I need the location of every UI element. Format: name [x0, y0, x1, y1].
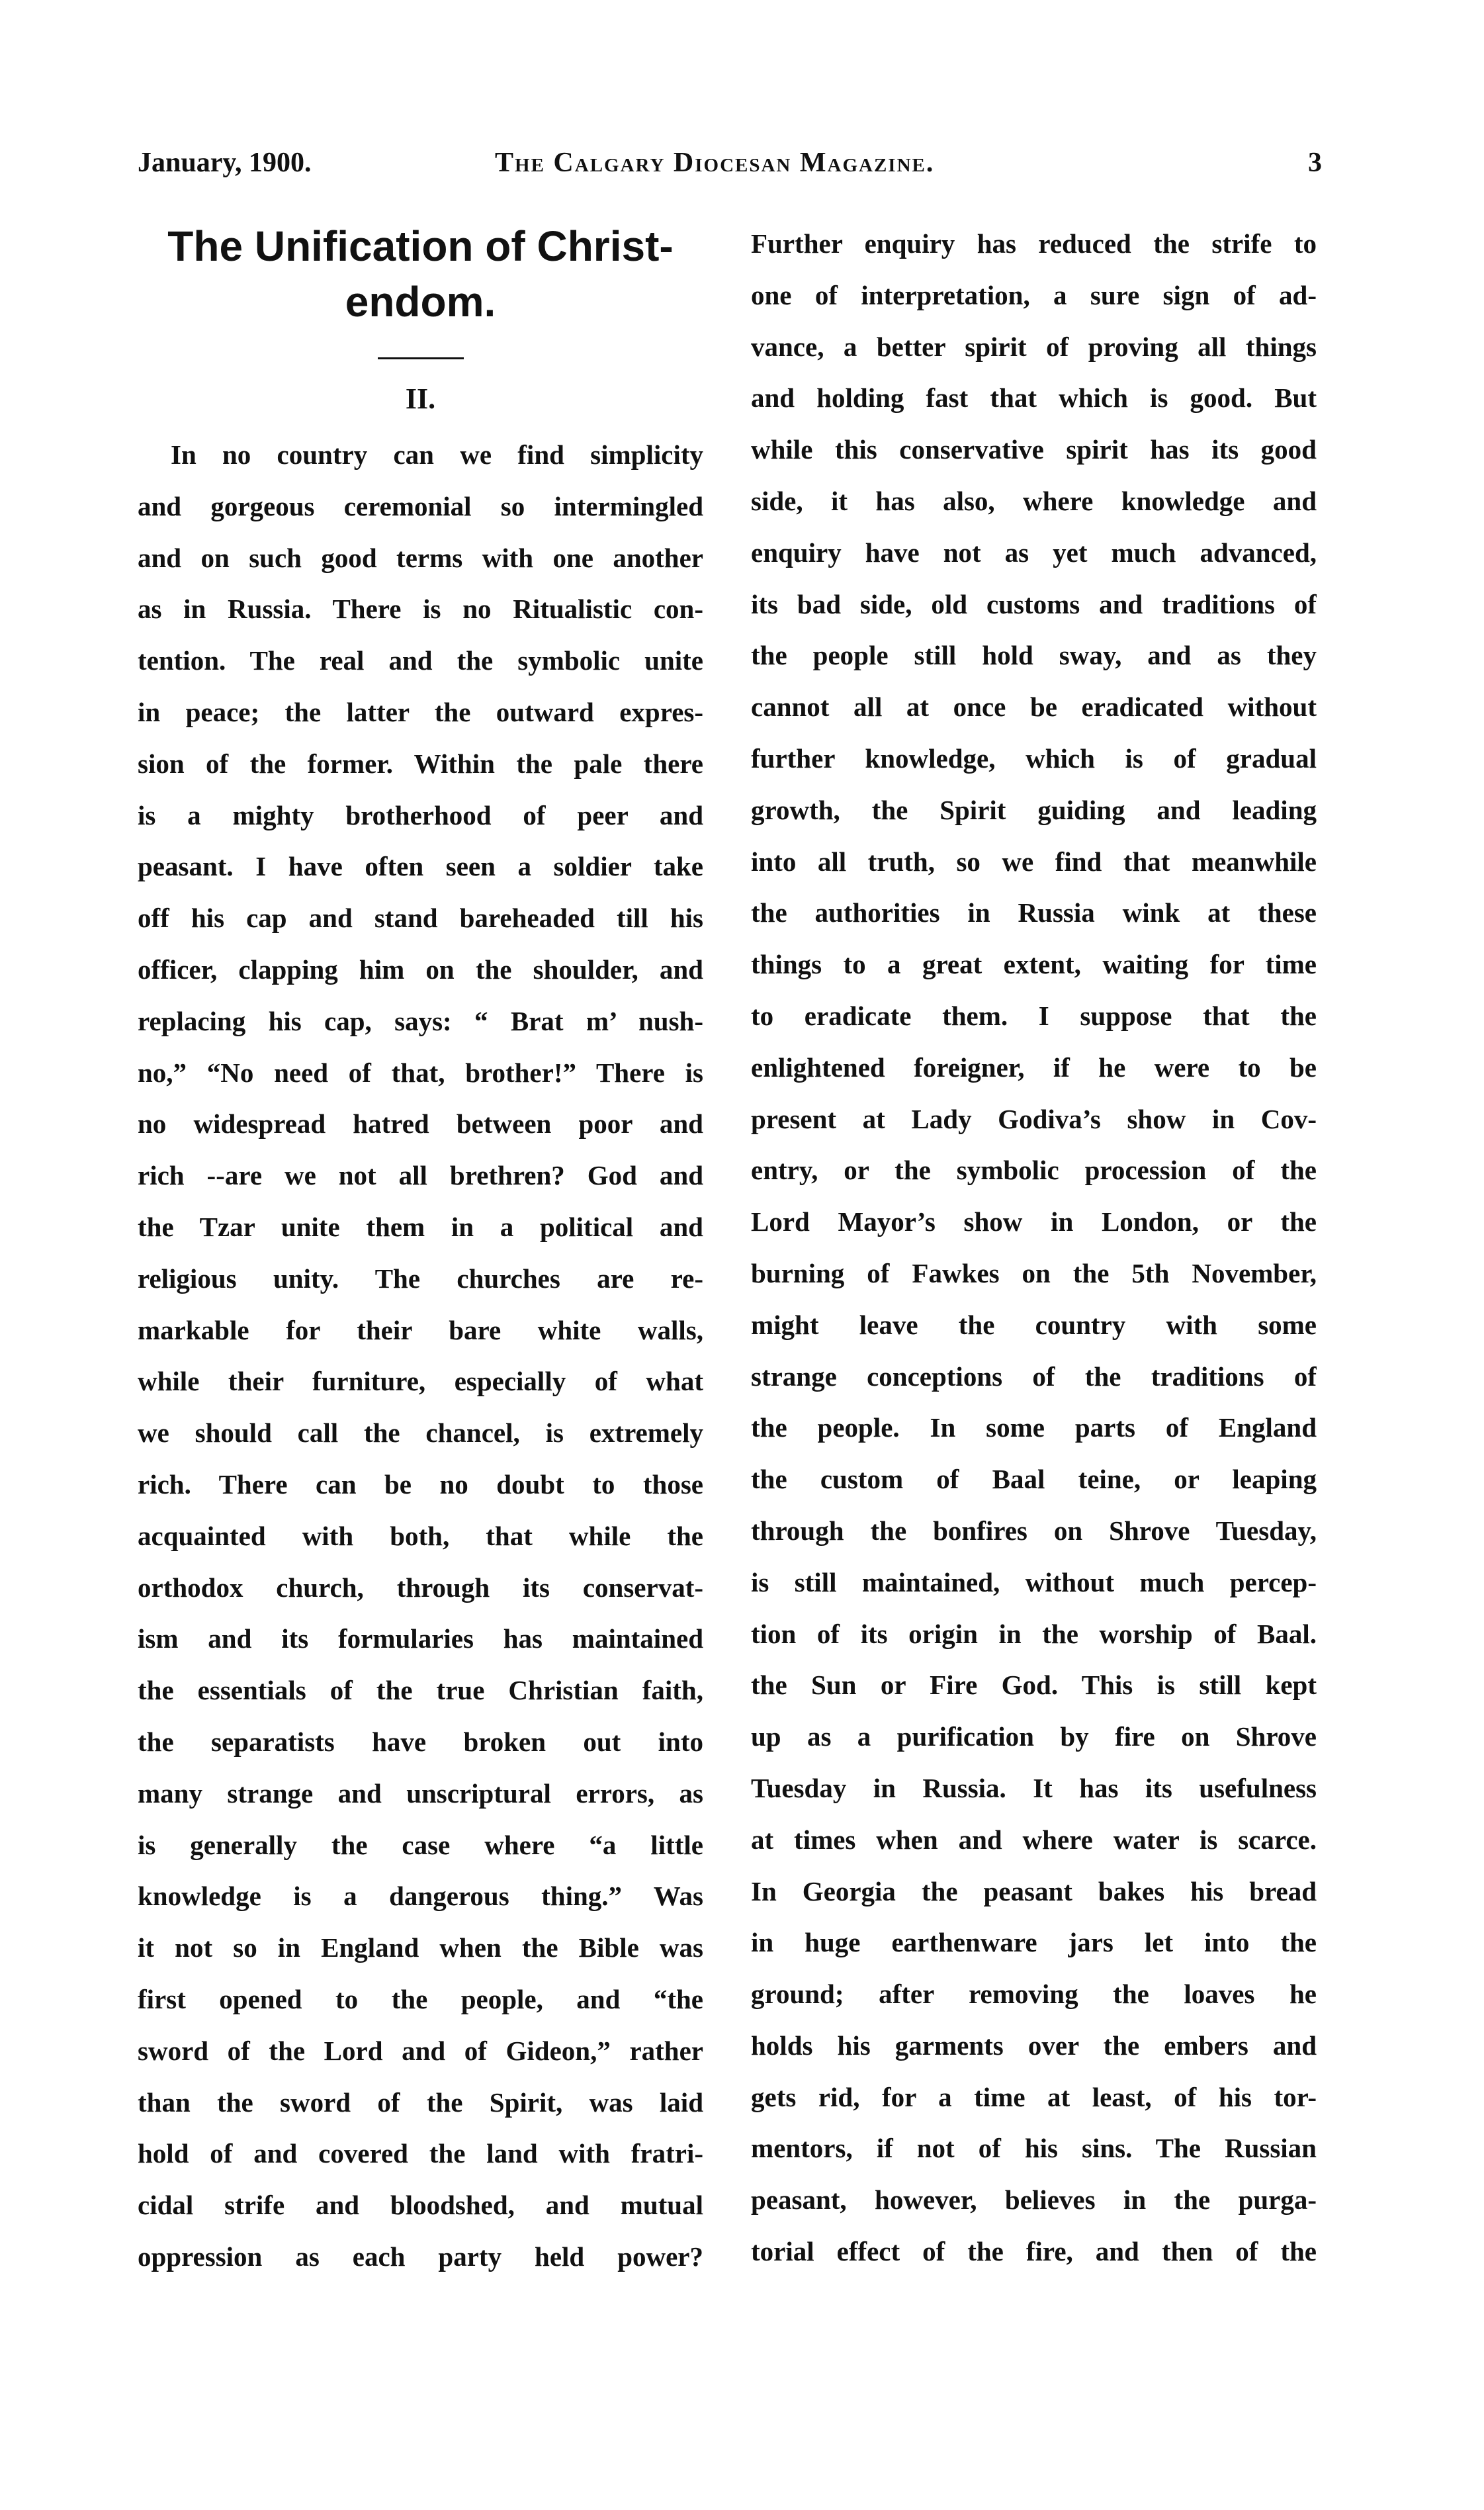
text-line: acquainted with both, that while the — [138, 1520, 703, 1551]
article-title — [138, 218, 703, 330]
text-line: than the sword of the Spirit, was laid — [138, 2086, 703, 2118]
text-line: markable for their bare white walls, — [138, 1314, 703, 1345]
text-line: up as a purification by fire on Shrove — [751, 1721, 1317, 1752]
text-line: sion of the former. Within the pale there — [138, 748, 703, 779]
text-line: holds his garments over the embers and — [751, 2030, 1317, 2061]
text-line: peasant. I have often seen a soldier take — [138, 851, 703, 882]
text-line: officer, clapping him on the shoulder, and — [138, 954, 703, 985]
text-line: the Sun or Fire God. This is still kept — [751, 1670, 1317, 1701]
right-column-text — [751, 218, 1317, 2278]
text-line: Tuesday in Russia. It has its usefulness — [751, 1772, 1317, 1803]
title-divider — [378, 357, 464, 359]
text-line: ism and its formularies has maintained — [138, 1623, 703, 1654]
text-line: in peace; the latter the outward expres- — [138, 696, 703, 727]
text-line: and on such good terms with one another — [138, 542, 703, 573]
text-line: torial effect of the fire, and then of the — [751, 2236, 1317, 2267]
text-line: the Tzar unite them in a political and — [138, 1211, 703, 1242]
section-number: II. — [405, 382, 436, 415]
text-line: first opened to the people, and “the — [138, 1983, 703, 2014]
running-head — [138, 147, 1322, 187]
text-line: while this conservative spirit has its good — [751, 434, 1317, 465]
text-line: side, it has also, where knowledge and — [751, 485, 1317, 516]
text-line: might leave the country with some — [751, 1309, 1317, 1340]
text-line: ground; after removing the loaves he — [751, 1979, 1317, 2010]
text-line: one of interpretation, a sure sign of ad- — [751, 279, 1317, 310]
text-line: no,” “No need of that, brother!” There is — [138, 1057, 703, 1088]
text-line: mentors, if not of his sins. The Russian — [751, 2133, 1317, 2164]
text-line: In no country can we find simplicity — [171, 439, 703, 470]
text-line: Further enquiry has reduced the strife to — [751, 228, 1317, 259]
text-line: enquiry have not as yet much advanced, — [751, 537, 1317, 568]
text-line: it not so in England when the Bible was — [138, 1932, 703, 1963]
text-line: to eradicate them. I suppose that the — [751, 1000, 1317, 1031]
text-line: the essentials of the true Christian faith, — [138, 1675, 703, 1706]
text-line: oppression as each party held power? — [138, 2241, 703, 2272]
text-line: while their furniture, especially of what — [138, 1366, 703, 1397]
text-line: further knowledge, which is of gradual — [751, 742, 1317, 774]
text-line: and holding fast that which is good. But — [751, 382, 1317, 414]
text-line: enlightened foreigner, if he were to be — [751, 1052, 1317, 1083]
text-line: cidal strife and bloodshed, and mutual — [138, 2190, 703, 2221]
text-line: Lord Mayor’s show in London, or the — [751, 1206, 1317, 1237]
magazine-title: The Calgary Diocesan Magazine. — [495, 148, 935, 178]
text-line: sword of the Lord and of Gideon,” rather — [138, 2035, 703, 2066]
text-line: hold of and covered the land with fratri- — [138, 2138, 703, 2169]
text-line: at times when and where water is scarce. — [751, 1824, 1317, 1855]
right-column — [751, 218, 1317, 2278]
text-line: cannot all at once be eradicated without — [751, 692, 1317, 723]
text-line: tion of its origin in the worship of Baal. — [751, 1618, 1317, 1649]
text-line: off his cap and stand bareheaded till his — [138, 903, 703, 934]
text-line: In Georgia the peasant bakes his bread — [751, 1875, 1317, 1906]
left-column — [138, 218, 703, 2283]
text-line: the people still hold sway, and as they — [751, 640, 1317, 671]
article-title-line: endom. — [345, 278, 496, 326]
text-line: peasant, however, believes in the purga- — [751, 2184, 1317, 2216]
text-line: as in Russia. There is no Ritualistic con- — [138, 594, 703, 625]
text-line: many strange and unscriptural errors, as — [138, 1777, 703, 1809]
text-line: into all truth, so we find that meanwhile — [751, 846, 1317, 877]
text-line: religious unity. The churches are re- — [138, 1263, 703, 1294]
issue-date: January, 1900. — [138, 148, 312, 178]
page-number: 3 — [1308, 148, 1322, 178]
text-line: vance, a better spirit of proving all things — [751, 331, 1317, 362]
text-line: gets rid, for a time at least, of his tor- — [751, 2081, 1317, 2112]
text-line: present at Lady Godiva’s show in Cov- — [751, 1103, 1317, 1134]
text-line: in huge earthenware jars let into the — [751, 1927, 1317, 1958]
text-line: the authorities in Russia wink at these — [751, 897, 1317, 928]
left-column-text — [138, 429, 703, 2283]
text-line: its bad side, old customs and traditions of — [751, 588, 1317, 619]
text-line: entry, or the symbolic procession of the — [751, 1155, 1317, 1186]
text-line: the separatists have broken out into — [138, 1726, 703, 1757]
text-line: knowledge is a dangerous thing.” Was — [138, 1881, 703, 1912]
text-line: is a mighty brotherhood of peer and — [138, 799, 703, 830]
text-line: orthodox church, through its conservat- — [138, 1572, 703, 1603]
text-line: growth, the Spirit guiding and leading — [751, 794, 1317, 825]
text-line: things to a great extent, waiting for time — [751, 949, 1317, 980]
text-line: rich --are we not all brethren? God and — [138, 1160, 703, 1191]
text-line: through the bonfires on Shrove Tuesday, — [751, 1515, 1317, 1546]
text-line: no widespread hatred between poor and — [138, 1108, 703, 1140]
article-title-line: The Unification of Christ- — [167, 222, 674, 270]
text-line: strange conceptions of the traditions of — [751, 1361, 1317, 1392]
text-line: the people. In some parts of England — [751, 1412, 1317, 1443]
text-line: is still maintained, without much percep- — [751, 1566, 1317, 1597]
text-line: replacing his cap, says: “ Brat m’ nush- — [138, 1005, 703, 1036]
text-line: we should call the chancel, is extremely — [138, 1417, 703, 1449]
text-line: rich. There can be no doubt to those — [138, 1468, 703, 1500]
text-line: burning of Fawkes on the 5th November, — [751, 1257, 1317, 1288]
text-line: tention. The real and the symbolic unite — [138, 645, 703, 676]
text-line: the custom of Baal teine, or leaping — [751, 1464, 1317, 1495]
text-line: and gorgeous ceremonial so intermingled — [138, 490, 703, 521]
text-line: is generally the case where “a little — [138, 1829, 703, 1860]
